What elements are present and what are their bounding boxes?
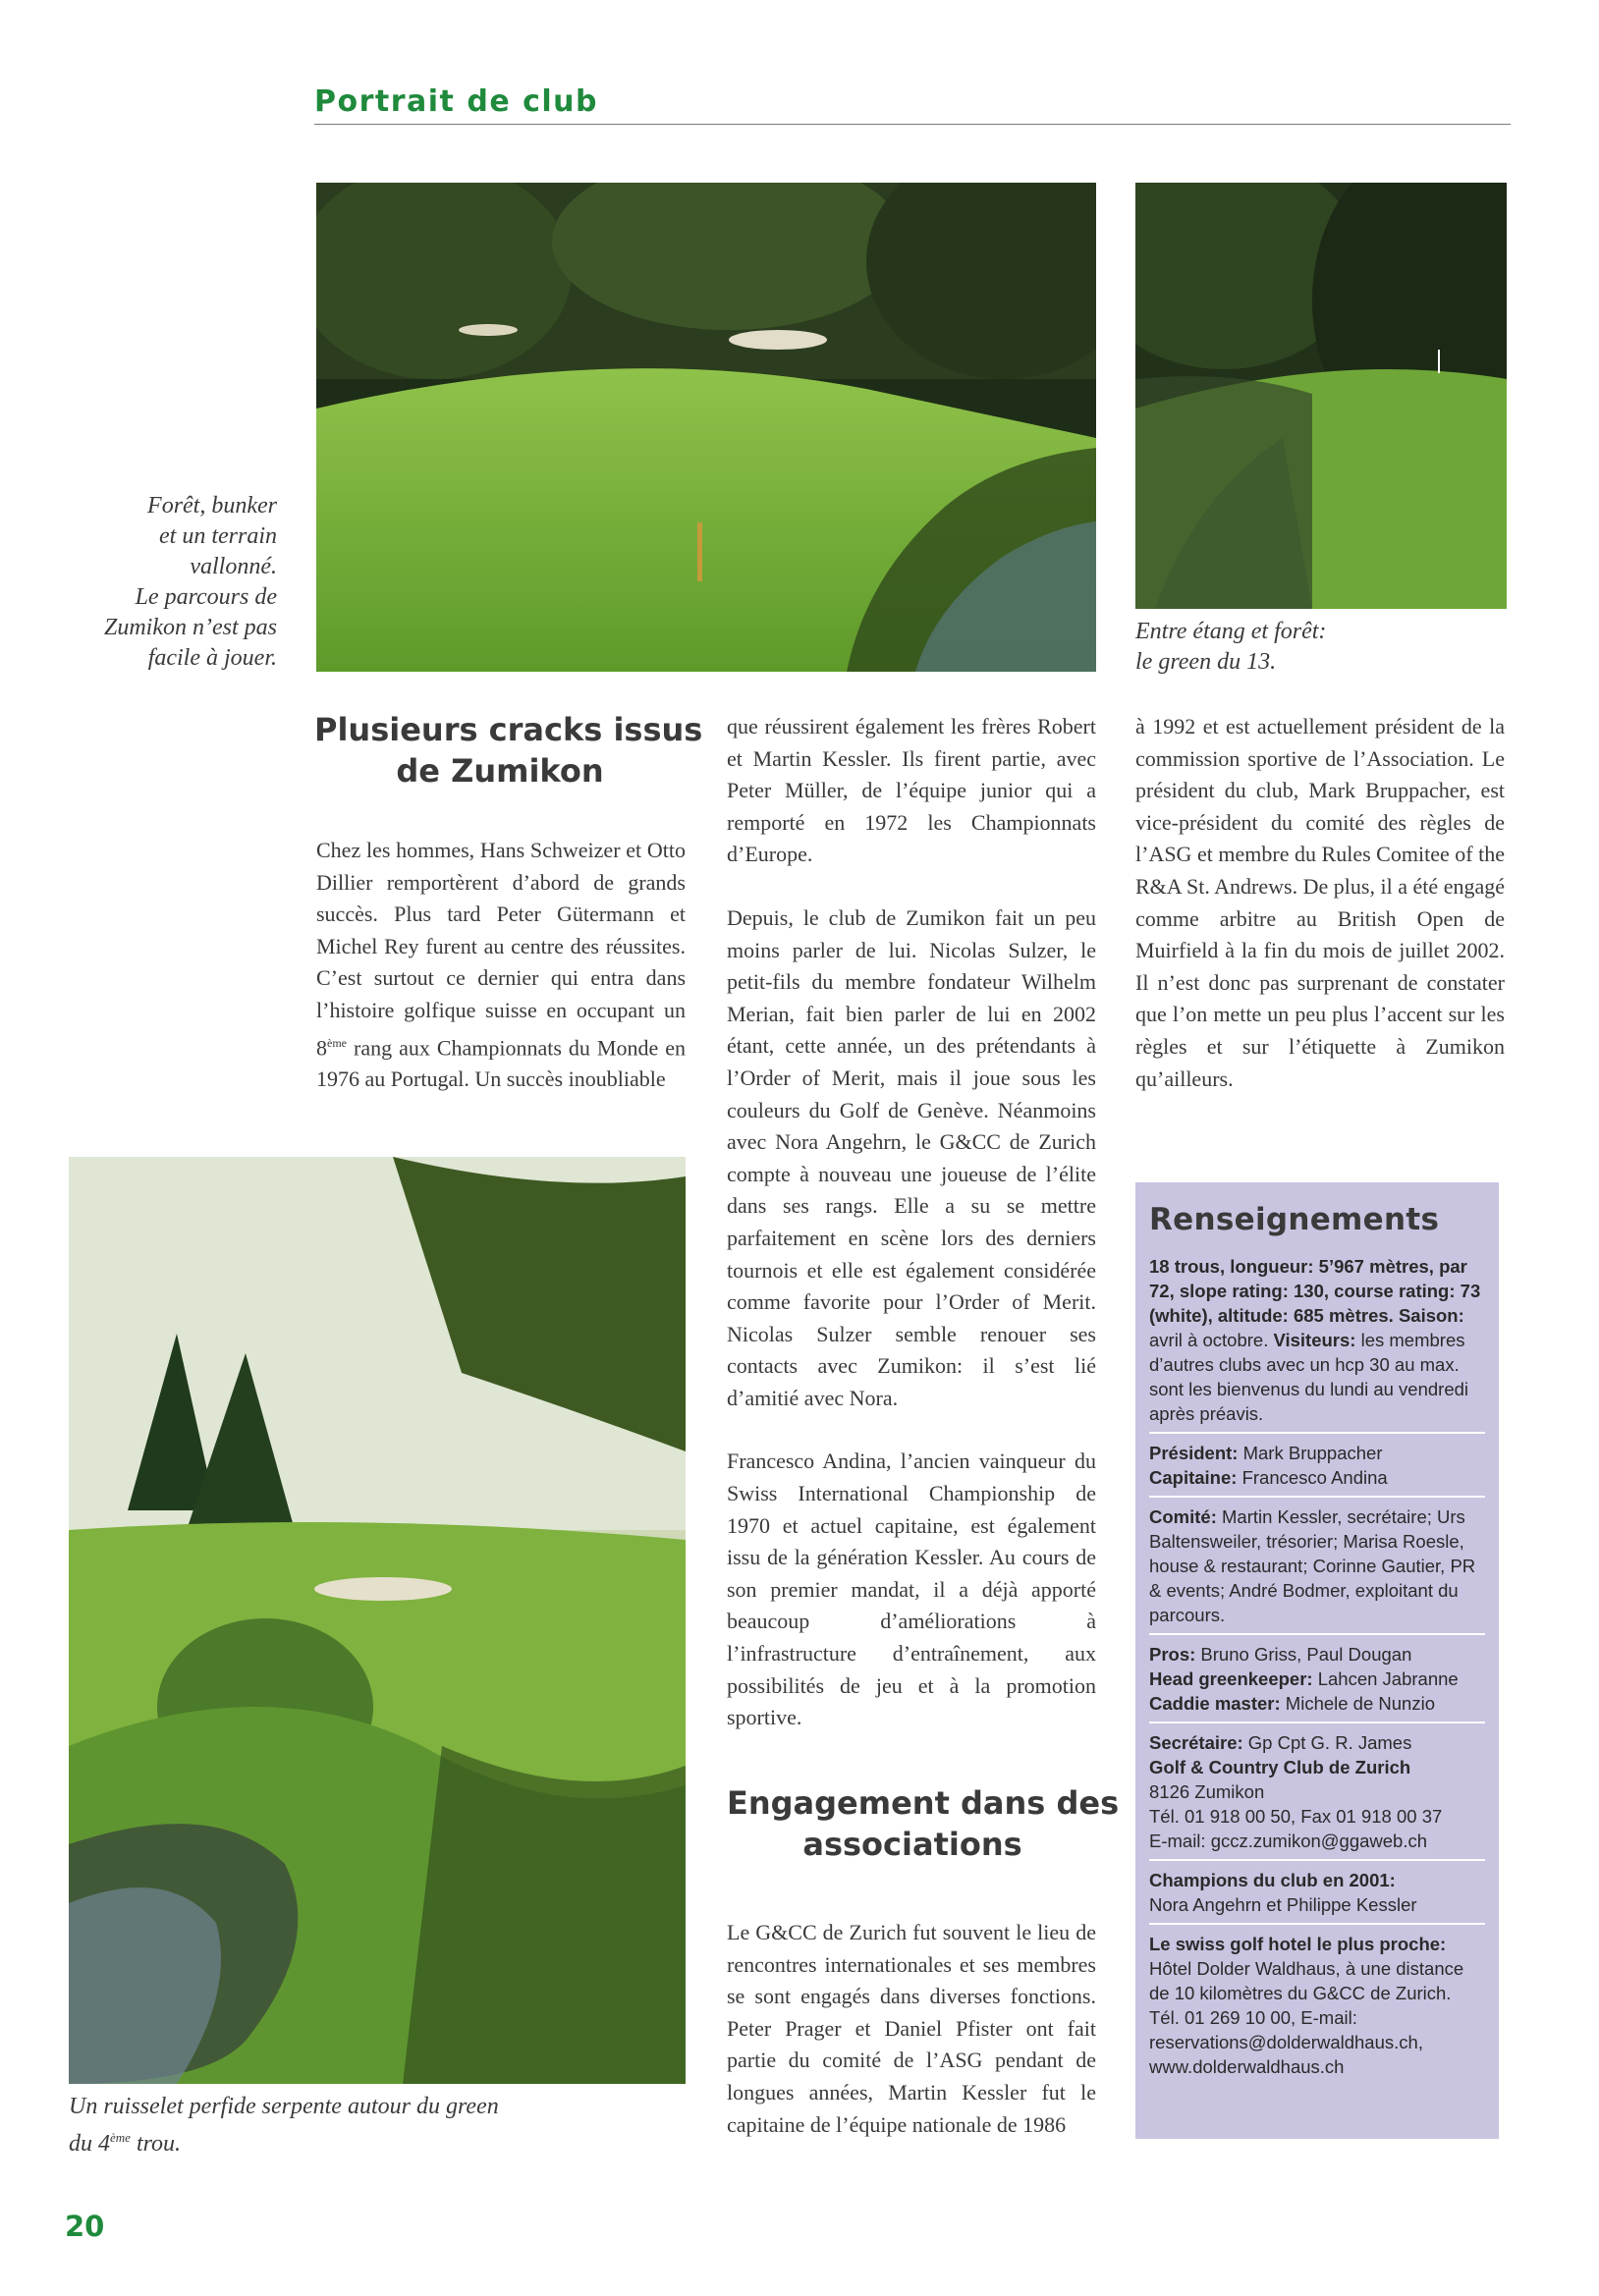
body-col3: à 1992 et est actuellement président de la commission sportive de l’Association. Le président du club, Mark Bruppacher, est vice-président du comité des règles de l’ASG et membre du Rules Comitee of the R&A St. Andrews. De plus, il a été engagé comme arbitre au British Open de Muirfield à la fin du mois de juillet 2002. Il n’est donc pas surprenant de constater que l’on mette un peu plus l’accent sur les règles et sur l’étiquette à Zumikon qu’ailleurs. [1135,714,1505,1091]
body-col2: que réussirent également les frères Robert et Martin Kessler. Ils firent partie, avec Peter Müller, de l’équipe junior qui a remporté en 1972 les Championnats d’Europe. Depuis, le club de Zumikon fait un peu moins parler de lui. Nicolas Sulzer, le petit-fils du membre fondateur Wilhelm Merian, fait bien parler de lui en 2002 étant, cette année, un des prétendants à l’Order of Merit, mais il joue sous les couleurs du Golf de Genève. Néanmoins avec Nora Angehrn, le G&CC de Zurich compte à nouveau une joueuse de l’élite dans ses rangs. Elle a su se mettre parfaitement en scène lors des derniers tournois et elle est également considérée comme favorite pour l’Order of Merit. Nicolas Sulzer semble renouer ses contacts avec Zumikon: il s’est lié d’amitié avec Nora. Francesco Andina, l’ancien vainqueur du Swiss International Championship de 1970 et actuel capitaine, est également issu de la génération Kessler. Au cours de son premier mandat, il a déjà apporté beaucoup d’améliorations à l’infrastructure d’entraînement, aux possibilités de jeu et à la promotion sportive. [727,714,1096,1730]
heading-engagement: Engagement dans des associations [727,1784,1120,1863]
info-hotel: Le swiss golf hotel le plus proche: Hôtel Dolder Waldhaus, à une distance de 10 kilomètres du G&CC de Zurich. Tél. 01 269 10 00, E-mail: reservations@dolderwaldhaus.ch, www.dolderwaldhaus.ch [1149,1923,1485,2085]
caption-photo-top: Forêt, bunker et un terrain vallonné. Le parcours de Zumikon n’est pas facile à jouer. [104,493,277,671]
info-box [1135,1182,1499,2139]
info-champions: Champions du club en 2001: Nora Angehrn et Philippe Kessler [1149,1859,1485,1923]
caption-photo-right: Entre étang et forêt: le green du 13. [1135,619,1327,675]
caption-photo-bottom: Un ruisselet perfide serpente autour du green du 4ème trou. [69,2094,499,2157]
heading-plusieurs-cracks: Plusieurs cracks issus de Zumikon [314,711,703,790]
body-col1: Chez les hommes, Hans Schweizer et Otto Dillier remportèrent d’abord de grands succès. Plus tard Peter Gütermann et Michel Rey furent au centre des réussites. C’est surtout ce dernier qui entra dans l’histoire golfique suisse en occupant un 8ème rang aux Championnats du Monde en 1976 au Portugal. Un succès inoubliable [316,838,686,1092]
info-details: 18 trous, longueur: 5’967 mètres, par 72, slope rating: 130, course rating: 73 (white), altitude: 685 mètres. Saison: avril à octobre. Visiteurs: les membres d’autres clubs avec un hcp 30 au max. sont les bienvenus du lundi au vendredi après préavis. [1149,1256,1481,1424]
header-rule [314,124,1511,125]
photo-fairway-stream [316,183,1096,672]
section-label: Portrait de club [314,84,599,119]
info-contact: Secrétaire: Gp Cpt G. R. James Golf & Country Club de Zurich 8126 Zumikon Tél. 01 918 00 50, Fax 01 918 00 37 E-mail: gccz.zumikon@ggaweb.ch [1149,1722,1485,1859]
info-title: Renseignements [1149,1202,1440,1237]
info-committee: Comité: Martin Kessler, secrétaire; Urs Baltensweiler, trésorier; Marisa Roesle, house & restaurant; Corinne Gautier, PR & events; André Bodmer, exploitant du parcours. [1149,1496,1485,1633]
photo-green-13 [1135,183,1507,609]
body-col2-bottom: Le G&CC de Zurich fut souvent le lieu de rencontres internationales et ses membres se sont engagés dans diverses fonctions. Peter Prager et Daniel Pfister ont fait partie du comité de l’ASG pendant de longues années, Martin Kessler fut le capitaine de l’équipe nationale de 1986 [727,1920,1096,2137]
info-staff: Pros: Bruno Griss, Paul Dougan Head greenkeeper: Lahcen Jabranne Caddie master: Michele de Nunzio [1149,1633,1485,1722]
page-number: 20 [65,2210,105,2243]
info-officers: Président: Mark Bruppacher Capitaine: Francesco Andina [1149,1432,1485,1496]
photo-stream-green-4 [69,1157,686,2084]
